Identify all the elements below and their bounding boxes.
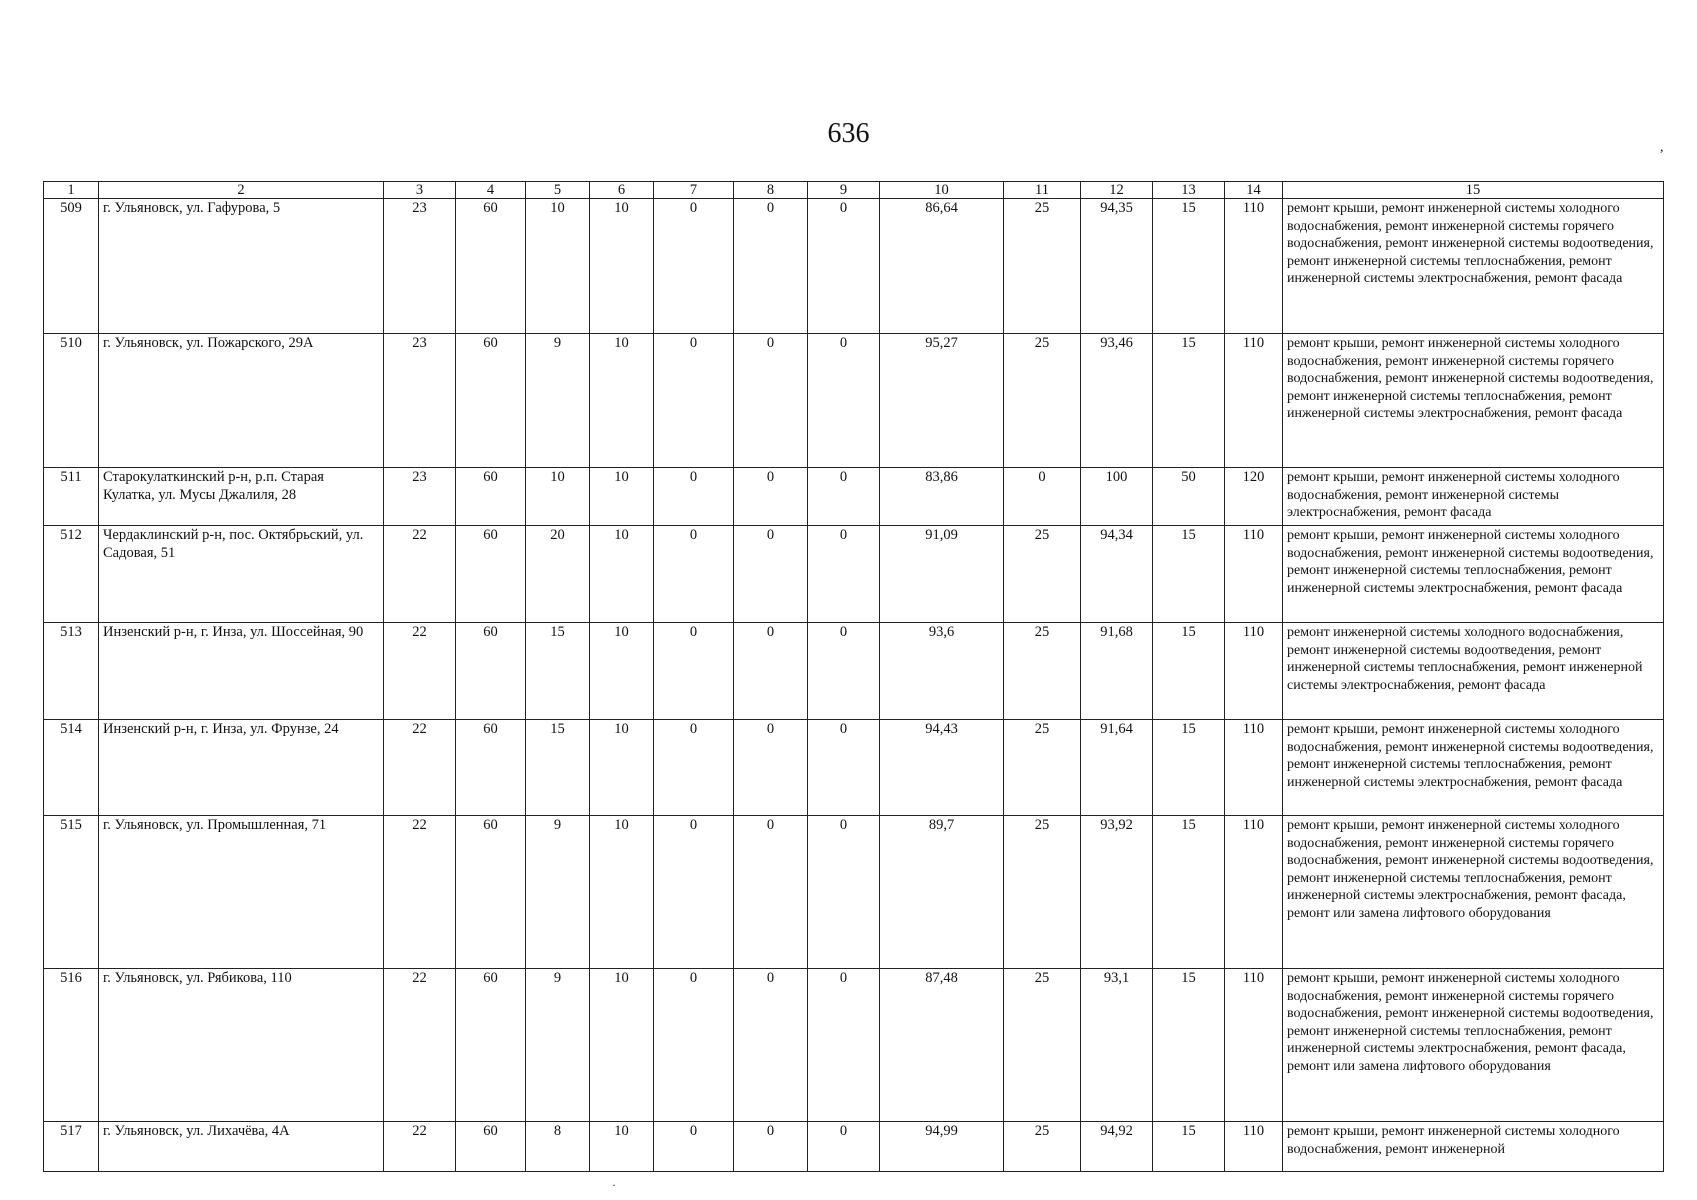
scan-mark: , — [1660, 140, 1664, 155]
col-5-cell: 10 — [526, 468, 590, 526]
col-11-cell: 25 — [1004, 199, 1081, 334]
col-9-cell: 0 — [808, 334, 880, 468]
scan-mark: · — [612, 1178, 616, 1192]
row-number-cell: 511 — [44, 468, 99, 526]
col-7-cell: 0 — [654, 334, 734, 468]
column-header: 6 — [590, 182, 654, 199]
col-9-cell: 0 — [808, 468, 880, 526]
column-number-row — [44, 182, 1664, 199]
col-6-cell: 10 — [590, 969, 654, 1122]
address-cell: Инзенский р-н, г. Инза, ул. Фрунзе, 24 — [99, 720, 384, 816]
col-11-cell: 25 — [1004, 816, 1081, 969]
col-5-cell: 10 — [526, 199, 590, 334]
column-header: 13 — [1153, 182, 1225, 199]
col-12-cell: 91,64 — [1081, 720, 1153, 816]
column-header: 1 — [44, 182, 99, 199]
works-list-cell: ремонт инженерной системы холодного водоснабжения, ремонт инженерной системы водоотведения, ремонт инженерной системы теплоснабжения, ремонт инженерной системы электроснабжения, ремонт фасада — [1283, 623, 1664, 720]
works-list-cell: ремонт крыши, ремонт инженерной системы холодного водоснабжения, ремонт инженерной системы горячего водоснабжения, ремонт инженерной системы водоотведения, ремонт инженерной системы теплоснабжения, ремонт инженерной системы электроснабжения, ремонт фасада, ремонт или замена лифтового оборудования — [1283, 969, 1664, 1122]
works-list-cell: ремонт крыши, ремонт инженерной системы холодного водоснабжения, ремонт инженерной системы электроснабжения, ремонт фасада — [1283, 468, 1664, 526]
col-12-cell: 91,68 — [1081, 623, 1153, 720]
col-13-cell: 15 — [1153, 526, 1225, 623]
col-9-cell: 0 — [808, 720, 880, 816]
col-4-cell: 60 — [456, 199, 526, 334]
col-5-cell: 20 — [526, 526, 590, 623]
table-row — [44, 816, 1664, 969]
row-number-cell: 515 — [44, 816, 99, 969]
works-list-cell: ремонт крыши, ремонт инженерной системы холодного водоснабжения, ремонт инженерной системы водоотведения, ремонт инженерной системы теплоснабжения, ремонт инженерной системы электроснабжения, ремонт фасада — [1283, 720, 1664, 816]
col-14-cell: 110 — [1225, 623, 1283, 720]
col-5-cell: 15 — [526, 623, 590, 720]
col-11-cell: 25 — [1004, 1122, 1081, 1172]
col-5-cell: 9 — [526, 816, 590, 969]
col-7-cell: 0 — [654, 1122, 734, 1172]
col-4-cell: 60 — [456, 969, 526, 1122]
row-number-cell: 510 — [44, 334, 99, 468]
col-13-cell: 15 — [1153, 969, 1225, 1122]
col-3-cell: 23 — [384, 468, 456, 526]
col-10-cell: 89,7 — [880, 816, 1004, 969]
address-cell: г. Ульяновск, ул. Лихачёва, 4А — [99, 1122, 384, 1172]
col-8-cell: 0 — [734, 720, 808, 816]
col-8-cell: 0 — [734, 623, 808, 720]
col-12-cell: 94,92 — [1081, 1122, 1153, 1172]
col-14-cell: 110 — [1225, 969, 1283, 1122]
col-3-cell: 23 — [384, 334, 456, 468]
column-header: 8 — [734, 182, 808, 199]
col-12-cell: 94,34 — [1081, 526, 1153, 623]
col-6-cell: 10 — [590, 199, 654, 334]
col-3-cell: 22 — [384, 816, 456, 969]
col-6-cell: 10 — [590, 1122, 654, 1172]
col-4-cell: 60 — [456, 468, 526, 526]
col-8-cell: 0 — [734, 1122, 808, 1172]
table-row — [44, 199, 1664, 334]
col-5-cell: 15 — [526, 720, 590, 816]
col-12-cell: 100 — [1081, 468, 1153, 526]
address-cell: г. Ульяновск, ул. Гафурова, 5 — [99, 199, 384, 334]
col-11-cell: 25 — [1004, 720, 1081, 816]
works-list-cell: ремонт крыши, ремонт инженерной системы холодного водоснабжения, ремонт инженерной системы водоотведения, ремонт инженерной системы теплоснабжения, ремонт инженерной системы электроснабжения, ремонт фасада — [1283, 526, 1664, 623]
col-3-cell: 22 — [384, 623, 456, 720]
col-12-cell: 93,1 — [1081, 969, 1153, 1122]
col-9-cell: 0 — [808, 526, 880, 623]
column-header: 5 — [526, 182, 590, 199]
col-7-cell: 0 — [654, 468, 734, 526]
column-header: 12 — [1081, 182, 1153, 199]
col-6-cell: 10 — [590, 468, 654, 526]
col-7-cell: 0 — [654, 526, 734, 623]
column-header: 15 — [1283, 182, 1664, 199]
col-11-cell: 25 — [1004, 969, 1081, 1122]
col-8-cell: 0 — [734, 468, 808, 526]
col-7-cell: 0 — [654, 969, 734, 1122]
column-header: 2 — [99, 182, 384, 199]
page-number: 636 — [827, 118, 870, 149]
col-8-cell: 0 — [734, 526, 808, 623]
col-10-cell: 91,09 — [880, 526, 1004, 623]
col-3-cell: 22 — [384, 1122, 456, 1172]
row-number-cell: 516 — [44, 969, 99, 1122]
col-10-cell: 93,6 — [880, 623, 1004, 720]
col-6-cell: 10 — [590, 816, 654, 969]
col-5-cell: 8 — [526, 1122, 590, 1172]
table-row — [44, 969, 1664, 1122]
column-header: 10 — [880, 182, 1004, 199]
col-12-cell: 94,35 — [1081, 199, 1153, 334]
address-cell: г. Ульяновск, ул. Рябикова, 110 — [99, 969, 384, 1122]
col-9-cell: 0 — [808, 816, 880, 969]
address-cell: г. Ульяновск, ул. Промышленная, 71 — [99, 816, 384, 969]
col-13-cell: 15 — [1153, 623, 1225, 720]
col-11-cell: 25 — [1004, 623, 1081, 720]
col-4-cell: 60 — [456, 334, 526, 468]
works-list-cell: ремонт крыши, ремонт инженерной системы холодного водоснабжения, ремонт инженерной системы горячего водоснабжения, ремонт инженерной системы водоотведения, ремонт инженерной системы теплоснабжения, ремонт инженерной системы электроснабжения, ремонт фасада, ремонт или замена лифтового оборудования — [1283, 816, 1664, 969]
col-14-cell: 120 — [1225, 468, 1283, 526]
col-14-cell: 110 — [1225, 816, 1283, 969]
col-14-cell: 110 — [1225, 199, 1283, 334]
row-number-cell: 509 — [44, 199, 99, 334]
col-3-cell: 22 — [384, 526, 456, 623]
col-8-cell: 0 — [734, 334, 808, 468]
table-row — [44, 468, 1664, 526]
registry-table — [43, 181, 1664, 1172]
col-4-cell: 60 — [456, 720, 526, 816]
row-number-cell: 512 — [44, 526, 99, 623]
col-13-cell: 15 — [1153, 1122, 1225, 1172]
col-6-cell: 10 — [590, 720, 654, 816]
col-9-cell: 0 — [808, 1122, 880, 1172]
row-number-cell: 513 — [44, 623, 99, 720]
col-5-cell: 9 — [526, 334, 590, 468]
col-14-cell: 110 — [1225, 334, 1283, 468]
col-11-cell: 25 — [1004, 334, 1081, 468]
address-cell: Инзенский р-н, г. Инза, ул. Шоссейная, 90 — [99, 623, 384, 720]
col-13-cell: 15 — [1153, 199, 1225, 334]
col-7-cell: 0 — [654, 623, 734, 720]
address-cell: Чердаклинский р-н, пос. Октябрьский, ул. Садовая, 51 — [99, 526, 384, 623]
column-header: 7 — [654, 182, 734, 199]
col-13-cell: 15 — [1153, 334, 1225, 468]
col-14-cell: 110 — [1225, 720, 1283, 816]
col-7-cell: 0 — [654, 720, 734, 816]
address-cell: Старокулаткинский р-н, р.п. Старая Кулатка, ул. Мусы Джалиля, 28 — [99, 468, 384, 526]
col-10-cell: 87,48 — [880, 969, 1004, 1122]
col-14-cell: 110 — [1225, 526, 1283, 623]
col-4-cell: 60 — [456, 1122, 526, 1172]
col-14-cell: 110 — [1225, 1122, 1283, 1172]
col-11-cell: 25 — [1004, 526, 1081, 623]
row-number-cell: 517 — [44, 1122, 99, 1172]
col-12-cell: 93,92 — [1081, 816, 1153, 969]
col-11-cell: 0 — [1004, 468, 1081, 526]
col-6-cell: 10 — [590, 526, 654, 623]
col-8-cell: 0 — [734, 816, 808, 969]
works-list-cell: ремонт крыши, ремонт инженерной системы холодного водоснабжения, ремонт инженерной — [1283, 1122, 1664, 1172]
col-10-cell: 94,99 — [880, 1122, 1004, 1172]
col-9-cell: 0 — [808, 199, 880, 334]
col-13-cell: 15 — [1153, 720, 1225, 816]
col-6-cell: 10 — [590, 334, 654, 468]
column-header: 11 — [1004, 182, 1081, 199]
col-3-cell: 22 — [384, 720, 456, 816]
col-8-cell: 0 — [734, 199, 808, 334]
col-10-cell: 94,43 — [880, 720, 1004, 816]
table-row — [44, 334, 1664, 468]
col-9-cell: 0 — [808, 623, 880, 720]
col-3-cell: 23 — [384, 199, 456, 334]
column-header: 4 — [456, 182, 526, 199]
col-10-cell: 86,64 — [880, 199, 1004, 334]
table-row — [44, 623, 1664, 720]
column-header: 3 — [384, 182, 456, 199]
table-row — [44, 720, 1664, 816]
col-9-cell: 0 — [808, 969, 880, 1122]
address-cell: г. Ульяновск, ул. Пожарского, 29А — [99, 334, 384, 468]
table-row — [44, 1122, 1664, 1172]
column-header: 14 — [1225, 182, 1283, 199]
row-number-cell: 514 — [44, 720, 99, 816]
column-header: 9 — [808, 182, 880, 199]
col-4-cell: 60 — [456, 526, 526, 623]
col-10-cell: 83,86 — [880, 468, 1004, 526]
col-7-cell: 0 — [654, 199, 734, 334]
col-5-cell: 9 — [526, 969, 590, 1122]
col-7-cell: 0 — [654, 816, 734, 969]
works-list-cell: ремонт крыши, ремонт инженерной системы холодного водоснабжения, ремонт инженерной системы горячего водоснабжения, ремонт инженерной системы водоотведения, ремонт инженерной системы теплоснабжения, ремонт инженерной системы электроснабжения, ремонт фасада — [1283, 334, 1664, 468]
col-3-cell: 22 — [384, 969, 456, 1122]
col-4-cell: 60 — [456, 623, 526, 720]
works-list-cell: ремонт крыши, ремонт инженерной системы холодного водоснабжения, ремонт инженерной системы горячего водоснабжения, ремонт инженерной системы водоотведения, ремонт инженерной системы теплоснабжения, ремонт инженерной системы электроснабжения, ремонт фасада — [1283, 199, 1664, 334]
col-12-cell: 93,46 — [1081, 334, 1153, 468]
col-13-cell: 15 — [1153, 816, 1225, 969]
col-8-cell: 0 — [734, 969, 808, 1122]
col-10-cell: 95,27 — [880, 334, 1004, 468]
table-row — [44, 526, 1664, 623]
col-4-cell: 60 — [456, 816, 526, 969]
col-6-cell: 10 — [590, 623, 654, 720]
col-13-cell: 50 — [1153, 468, 1225, 526]
